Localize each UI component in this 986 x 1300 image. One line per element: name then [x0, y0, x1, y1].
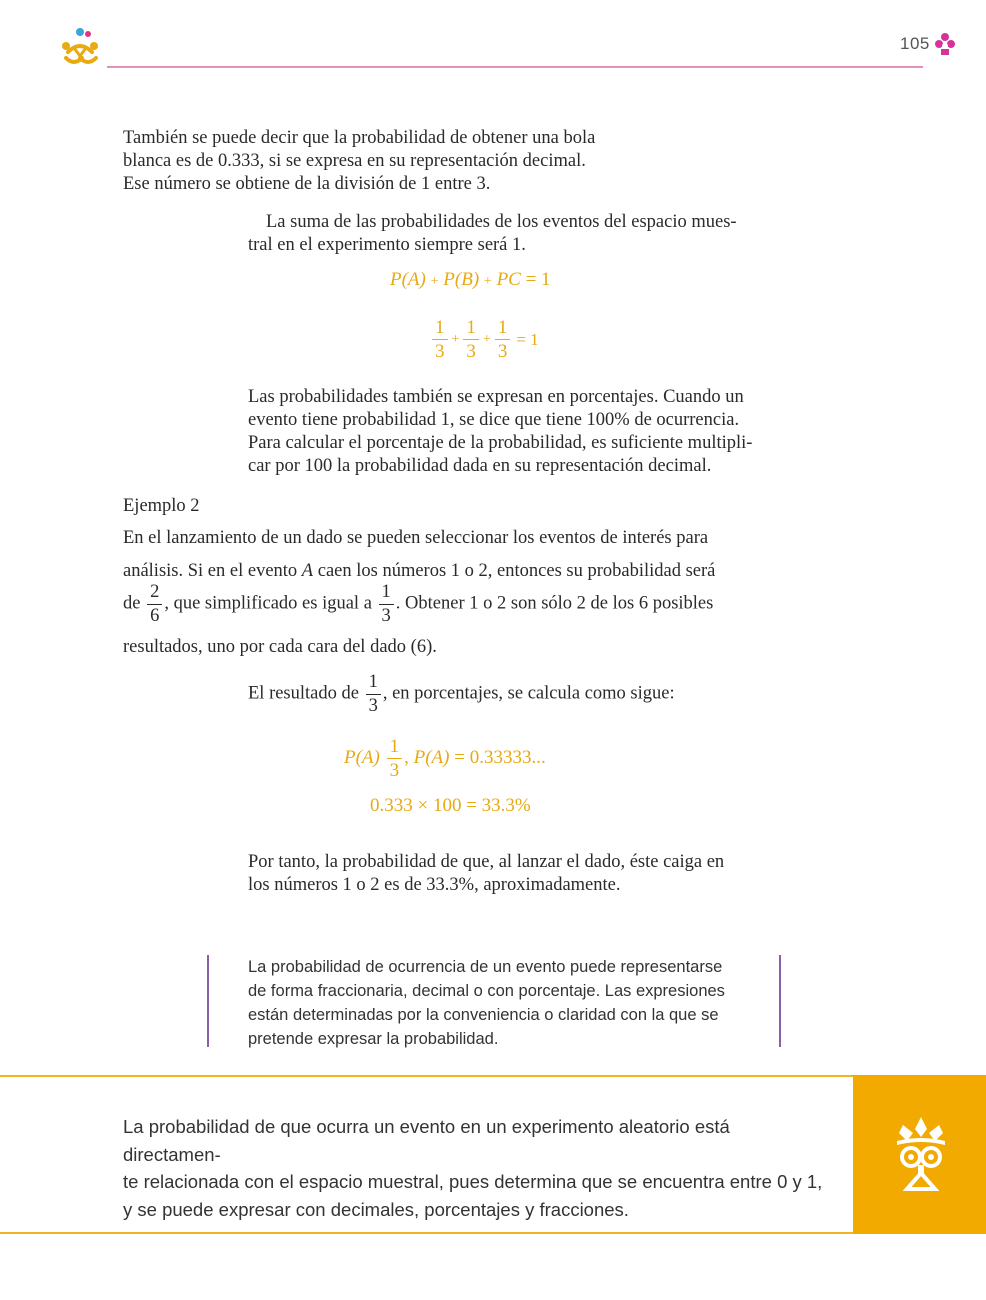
formula-operator: + [451, 331, 460, 347]
flower-ornament-icon [934, 32, 956, 56]
note-left-bar [207, 955, 209, 1047]
summary-line: y se puede expresar con decimales, porcentajes y fracciones. [123, 1198, 629, 1220]
note-line: están determinadas por la conveniencia o claridad con la que se [248, 1006, 719, 1024]
fraction-numerator: 1 [368, 672, 378, 692]
sum-rule-line: tral en el experimento siempre será 1. [248, 235, 526, 255]
percent-line: Para calcular el porcentaje de la probabilidad, es suficiente multipli- [248, 433, 753, 453]
fraction-denominator: 6 [147, 604, 162, 626]
fraction [463, 318, 479, 361]
formula-term: P(A) [344, 746, 380, 768]
percent-line: evento tiene probabilidad 1, se dice que tiene 100% de ocurrencia. [248, 410, 740, 430]
result-text: , en porcentajes, se calcula como sigue: [382, 683, 675, 704]
result-line [248, 673, 675, 715]
note-line: de forma fraccionaria, decimal o con porcentaje. Las expresiones [248, 982, 725, 1000]
fraction [387, 737, 403, 780]
example-text: de [123, 593, 141, 614]
example-line: En el lanzamiento de un dado se pueden seleccionar los eventos de interés para [123, 528, 709, 548]
result-text: El resultado de [248, 683, 359, 704]
formula-operator: + [483, 274, 492, 289]
conclusion-line: los números 1 o 2 es de 33.3%, aproximadamente. [248, 875, 621, 895]
example-text: caen los números 1 o 2, entonces su probabilidad será [313, 561, 716, 581]
event-variable: A [301, 561, 314, 581]
fraction [495, 318, 511, 361]
fraction-numerator: 1 [389, 736, 400, 757]
note-line: La probabilidad de ocurrencia de un evento puede representarse [248, 958, 723, 976]
example-text: , que simplificado es igual a [164, 593, 372, 614]
fraction-denominator: 3 [379, 604, 394, 626]
summary-icon-box [853, 1075, 986, 1234]
fraction [432, 318, 448, 361]
fraction-denominator: 3 [463, 339, 479, 361]
summary-top-rule [0, 1075, 986, 1077]
formula-sum-probabilities [390, 269, 551, 291]
summary-bottom-rule [0, 1232, 986, 1234]
percent-paragraph [248, 386, 778, 478]
formula-term: PC [496, 269, 521, 290]
note-box [207, 955, 781, 1047]
example-line-fractions [123, 583, 783, 625]
note-text [248, 955, 748, 1051]
fraction-denominator: 3 [366, 694, 381, 716]
fraction-numerator: 1 [466, 317, 476, 338]
fraction-numerator: 1 [497, 317, 508, 338]
note-line: pretende expresar la probabilidad. [248, 1030, 499, 1048]
fraction-numerator: 1 [381, 582, 391, 602]
fraction-numerator: 2 [150, 582, 160, 602]
conclusion-line: Por tanto, la probabilidad de que, al lanzar el dado, éste caiga en [248, 852, 725, 872]
formula-percentage: 0.333 × 100 = 33.3% [370, 795, 531, 816]
conclusion-paragraph [248, 851, 768, 897]
sum-rule-line: La suma de las probabilidades de los eventos del espacio mues- [266, 212, 737, 232]
logo-icon [58, 26, 102, 70]
intro-paragraph [123, 127, 683, 196]
header-rule [107, 66, 923, 68]
formula-result: = 1 [525, 269, 551, 290]
example-text: . Obtener 1 o 2 son sólo 2 de los 6 posibles [395, 593, 714, 614]
fraction-numerator: 1 [435, 317, 445, 338]
formula-operator: + [430, 274, 439, 289]
example-line: resultados, uno por cada cara del dado (6). [123, 637, 437, 657]
example-heading: Ejemplo 2 [123, 496, 200, 516]
fraction-denominator: 3 [432, 339, 448, 361]
formula-separator: , [404, 746, 409, 768]
percent-line: car por 100 la probabilidad dada en su representación decimal. [248, 456, 712, 476]
example-text: análisis. Si en el evento [123, 561, 302, 581]
page-number: 105 [900, 34, 930, 53]
intro-line: Ese número se obtiene de la división de 1 entre 3. [123, 174, 491, 194]
summary-text [123, 1113, 828, 1223]
summary-line: La probabilidad de que ocurra un evento en un experimento aleatorio está directamen- [123, 1116, 730, 1165]
fraction [147, 583, 162, 625]
formula-probability-decimal [344, 737, 546, 780]
fraction [379, 583, 394, 625]
formula-fraction-sum [430, 318, 541, 361]
sum-rule-paragraph [248, 211, 768, 257]
tree-ornament-icon [893, 1115, 949, 1191]
formula-term: P(A) [390, 269, 426, 290]
formula-result: = 0.33333... [454, 746, 546, 768]
formula-operator: + [482, 331, 491, 347]
example-line [123, 560, 763, 583]
fraction-denominator: 3 [387, 758, 403, 780]
formula-term: P(B) [443, 269, 480, 290]
intro-line: blanca es de 0.333, si se expresa en su representación decimal. [123, 151, 586, 171]
fraction [366, 673, 381, 715]
note-right-bar [779, 955, 781, 1047]
intro-line: También se puede decir que la probabilidad de obtener una bola [123, 128, 596, 148]
percent-line: Las probabilidades también se expresan en porcentajes. Cuando un [248, 387, 744, 407]
formula-result: = 1 [516, 329, 539, 349]
summary-line: te relacionada con el espacio muestral, pues determina que se encuentra entre 0 y 1, [123, 1171, 823, 1192]
formula-term: P(A) [413, 746, 450, 768]
fraction-denominator: 3 [495, 339, 511, 361]
